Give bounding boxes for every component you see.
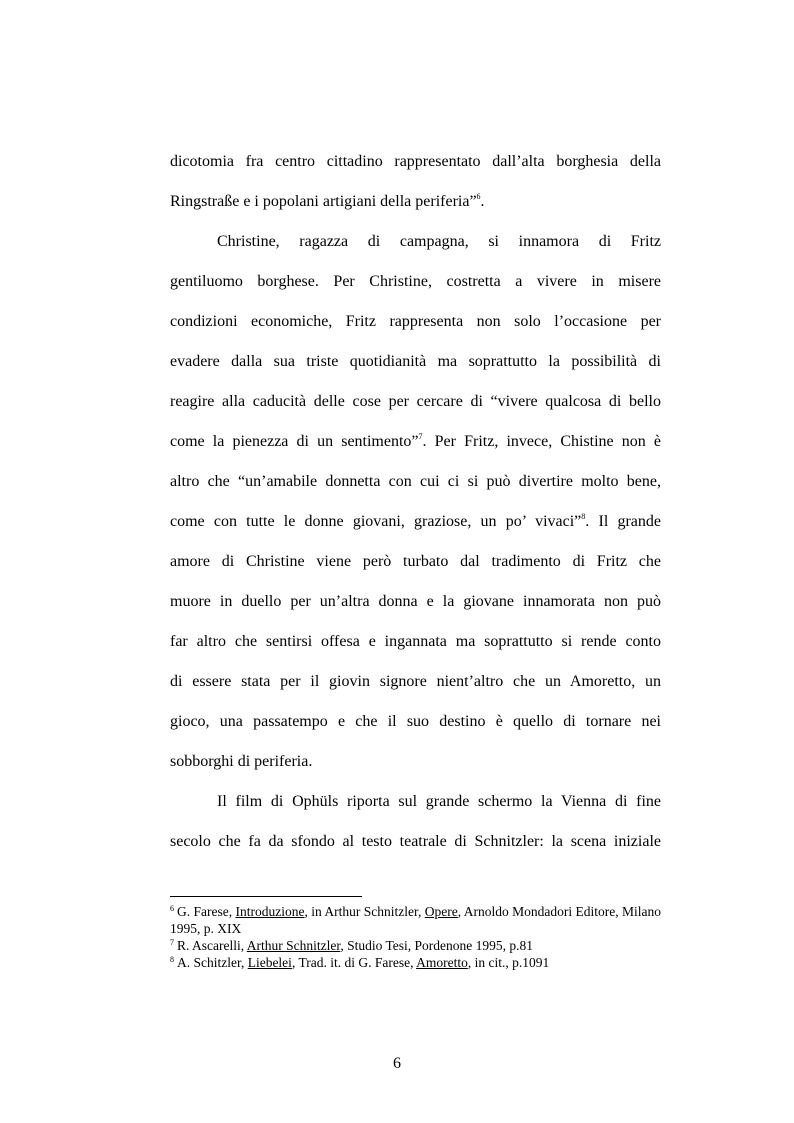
text-line: evadere dalla sua triste quotidianità ma soprattutto la possibilità di: [170, 353, 661, 370]
footnote-text: R. Ascarelli,: [177, 938, 247, 953]
footnote-separator: [170, 896, 362, 897]
footnote-text: , Trad. it. di G. Farese,: [291, 955, 417, 970]
text-segment: . Il grande: [585, 513, 661, 530]
text-line: amore di Christine viene però turbato dal tradimento di Fritz che: [170, 553, 661, 570]
text-line: [170, 422, 661, 462]
text-line: reagire alla caducità delle cose per cercare di “vivere qualcosa di bello: [170, 393, 661, 410]
footnote-6: [170, 903, 661, 937]
footnote-text: , in cit., p.1091: [467, 955, 550, 970]
footnote-title: Liebelei: [247, 955, 292, 970]
text-line: far altro che sentirsi offesa e ingannata ma soprattutto si rende conto: [170, 633, 661, 650]
text-line: sobborghi di periferia.: [170, 753, 313, 770]
text-segment: . Per Fritz, invece, Chistine non è: [422, 433, 661, 450]
page-number: 6: [393, 1055, 401, 1072]
footnote-text: , in Arthur Schnitzler,: [304, 904, 425, 919]
text-line: [170, 502, 661, 542]
text-line: [170, 182, 661, 222]
footnote-ref-8: 8: [581, 511, 586, 521]
text-line: gentiluomo borghese. Per Christine, costretta a vivere in misere: [170, 273, 661, 290]
text-segment: come con tutte le donne giovani, graziose, un po’ vivaci”: [170, 513, 582, 530]
footnote-text: G. Farese,: [177, 904, 236, 919]
text-line: dicotomia fra centro cittadino rappresentato dall’alta borghesia della: [170, 153, 661, 170]
body-text: [170, 142, 661, 862]
footnote-text: A. Schitzler,: [177, 955, 248, 970]
footnote-8: [170, 954, 661, 971]
footnote-number: 6: [170, 903, 174, 913]
text-line: di essere stata per il giovin signore nient’altro che un Amoretto, un: [170, 673, 661, 690]
footnote-title: Arthur Schnitzler: [246, 938, 341, 953]
footnote-ref-6: 6: [476, 191, 481, 201]
text-segment: Ringstraße e i popolani artigiani della periferia”: [170, 193, 477, 210]
text-line: condizioni economiche, Fritz rappresenta non solo l’occasione per: [170, 313, 661, 330]
footnotes: [170, 903, 661, 971]
text-segment: come la pienezza di un sentimento”: [170, 433, 419, 450]
footnote-7: [170, 937, 661, 954]
paragraph-first-line: Christine, ragazza di campagna, si innamora di Fritz: [217, 233, 661, 250]
text-line: altro che “un’amabile donnetta con cui ci si può divertire molto bene,: [170, 473, 661, 490]
text-line: muore in duello per un’altra donna e la giovane innamorata non può: [170, 593, 661, 610]
footnote-text: , Studio Tesi, Pordenone 1995, p.81: [340, 938, 533, 953]
text-line: gioco, una passatempo e che il suo destino è quello di tornare nei: [170, 713, 661, 730]
footnote-number: 8: [170, 954, 174, 964]
footnote-number: 7: [170, 937, 174, 947]
paragraph-first-line: Il film di Ophüls riporta sul grande schermo la Vienna di fine: [217, 793, 661, 810]
footnote-title: Amoretto: [416, 955, 468, 970]
footnote-title: Opere: [424, 904, 458, 919]
footnote-title: Introduzione: [235, 904, 305, 919]
footnote-ref-7: 7: [418, 431, 423, 441]
text-line: secolo che fa da sfondo al testo teatrale di Schnitzler: la scena iniziale: [170, 833, 661, 850]
text-segment: .: [480, 193, 485, 210]
footnote-text: , Arnoldo Mondadori Editore, Milano 1995, p. XIX: [170, 904, 661, 936]
